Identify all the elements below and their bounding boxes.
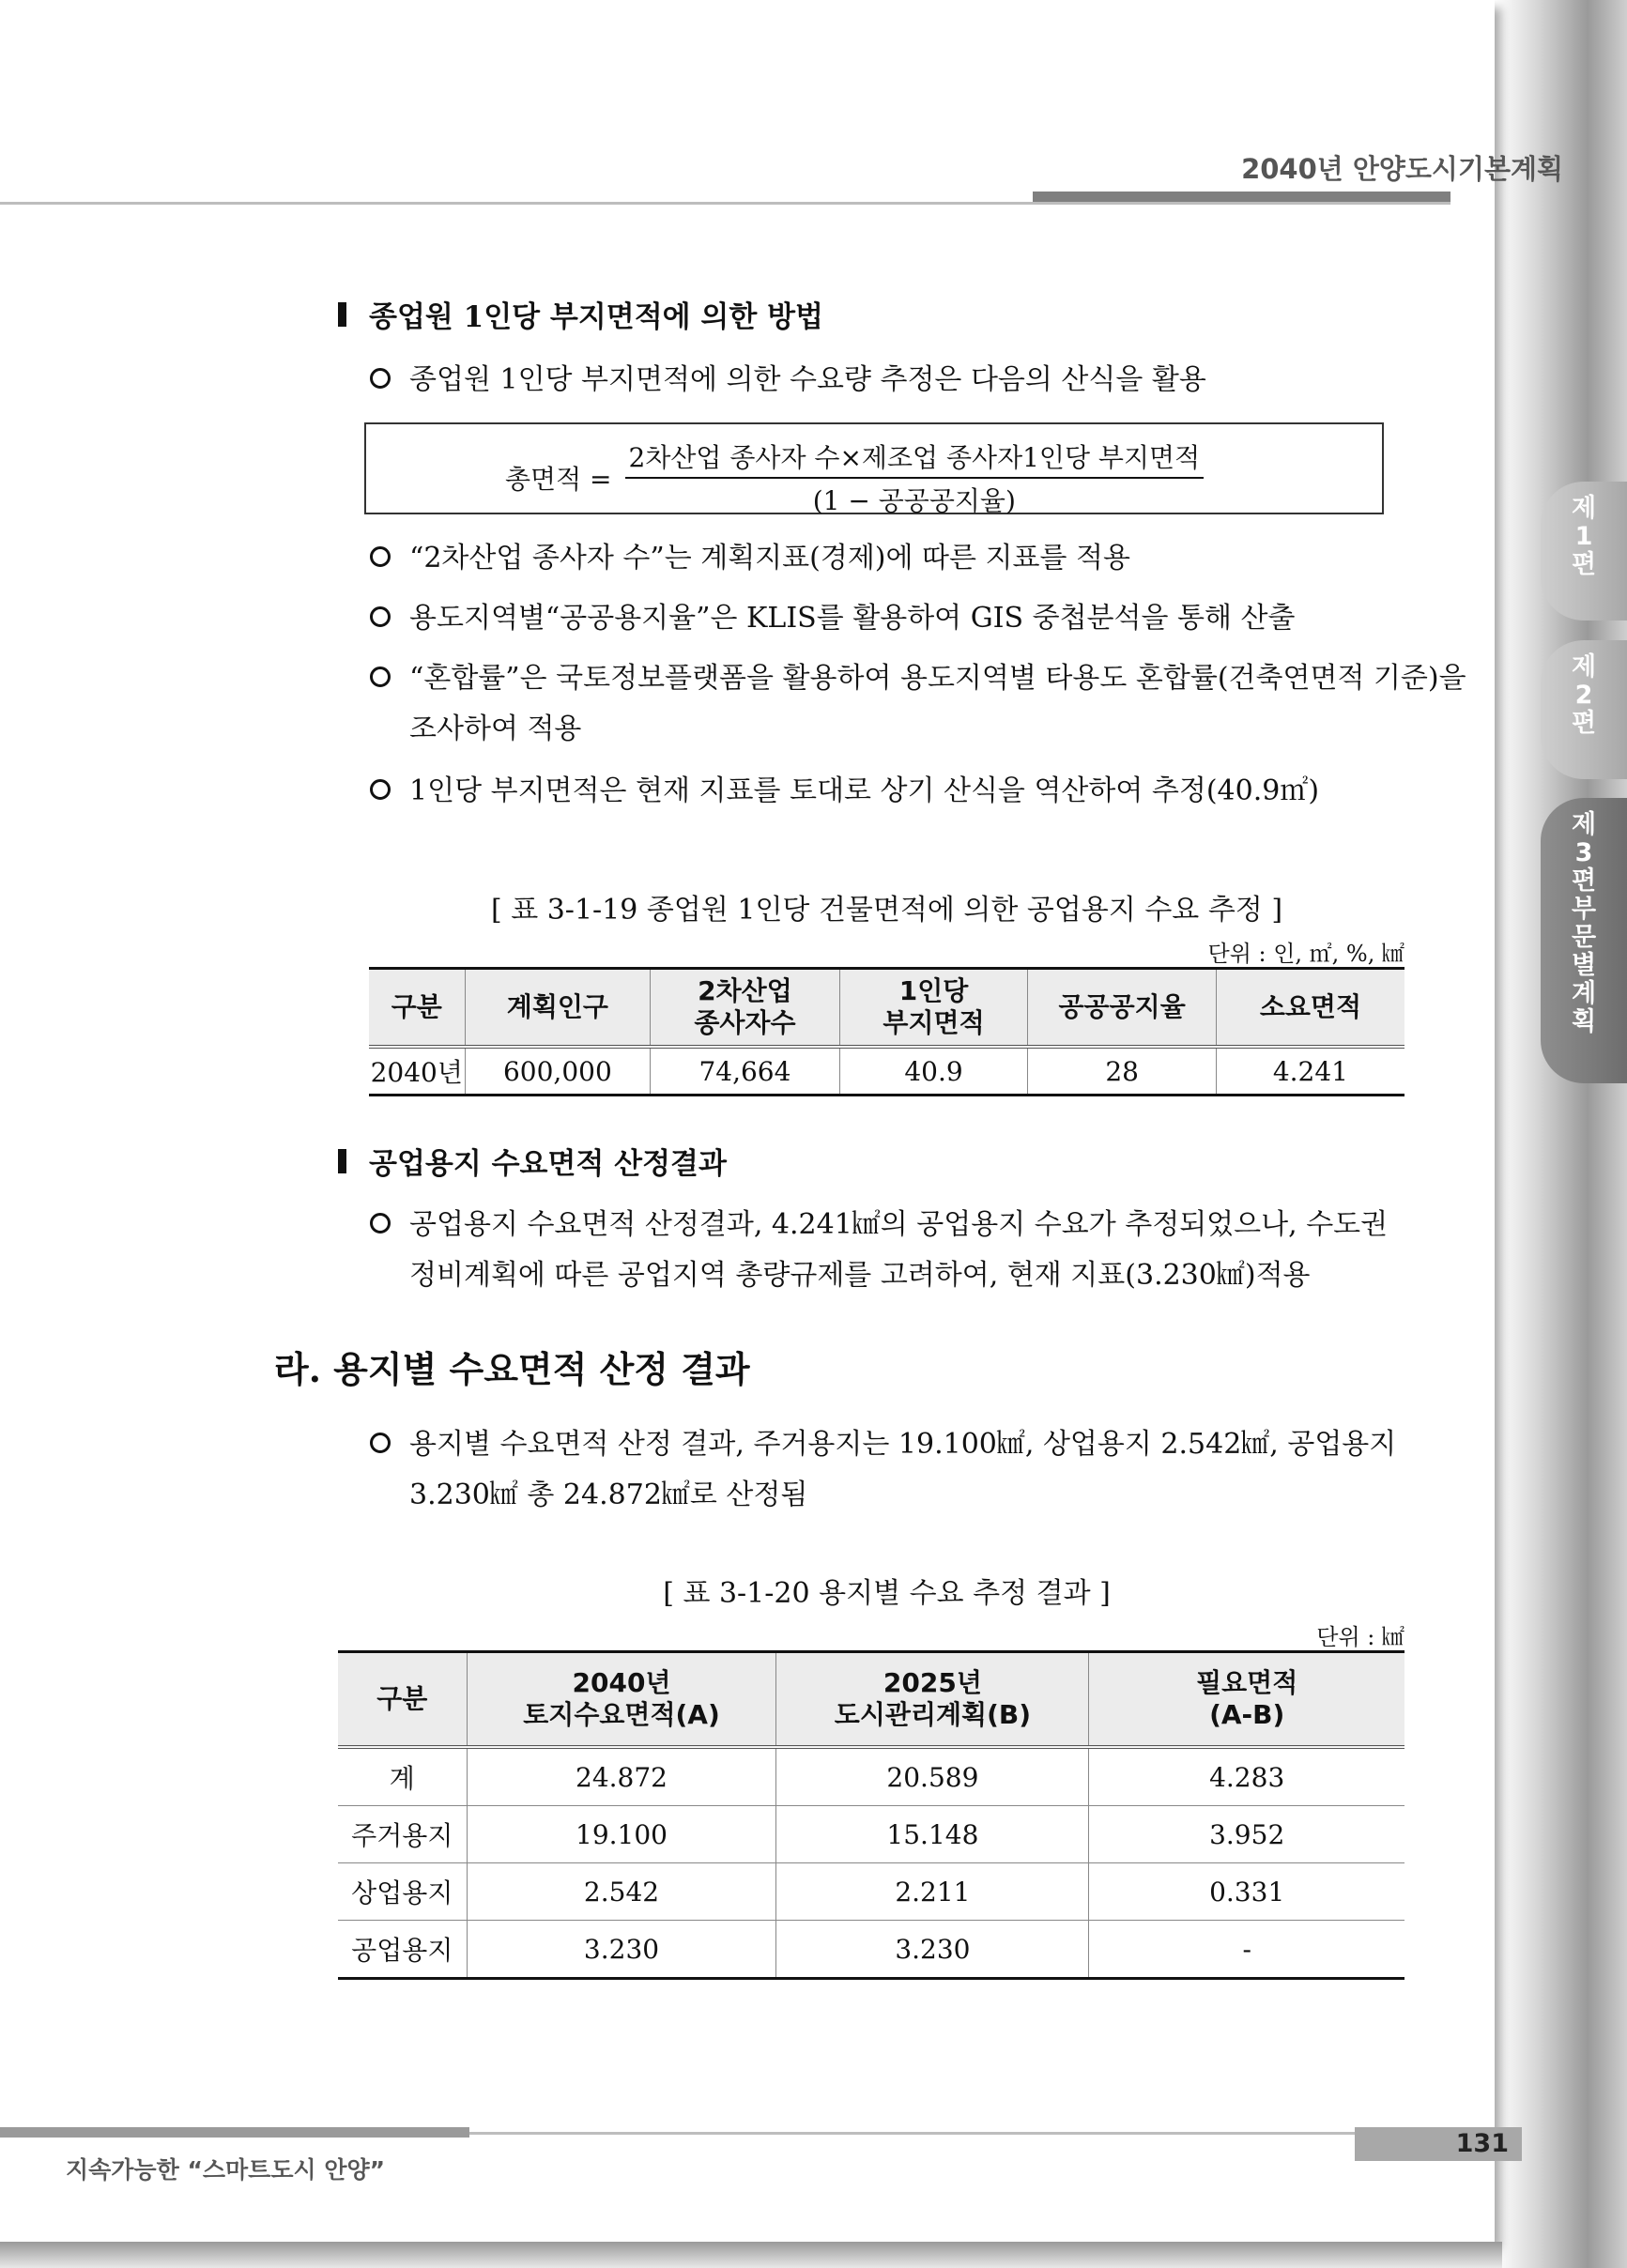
col-header: 계획인구 [465,969,651,1048]
bullet-item: 종업원 1인당 부지면적에 의한 수요량 추정은 다음의 산식을 활용 [370,355,1206,406]
footer-slogan: 지속가능한 “스마트도시 안양” [66,2156,386,2184]
formula-denominator: (1 − 공공공지율) [812,485,1016,516]
bullet-item: 용지별 수요면적 산정 결과, 주거용지는 19.100㎢, 상업용지 2.542㎢, 공업용지 3.230㎢ 총 24.872㎢로 산정됨 [370,1419,1396,1521]
circle-bullet-icon [370,667,391,687]
col-header: 2040년 토지수요면적(A) [467,1652,776,1748]
section-heading-industrial-result: 공업용지 수요면적 산정결과 [338,1140,727,1182]
table-row: 공업용지 3.230 3.230 - [338,1921,1404,1979]
tab-part-1[interactable]: 제 1 편 [1541,482,1627,621]
col-header: 소요면적 [1216,969,1404,1048]
col-header: 공공공지율 [1028,969,1216,1048]
circle-bullet-icon [370,779,391,800]
table-row: 상업용지 2.542 2.211 0.331 [338,1863,1404,1921]
tab-part-3-active[interactable]: 제 3 편 부 문 별 계 획 [1541,798,1627,1083]
table-header-row [338,1652,1404,1748]
header-rule [0,202,1450,205]
col-header: 구분 [369,969,465,1048]
bullet-item: 공업용지 수요면적 산정결과, 4.241㎢의 공업용지 수요가 추정되었으나, 수도권 정비계획에 따른 공업지역 총량규제를 고려하여, 현재 지표(3.230㎢)적용 [370,1200,1388,1301]
page-edge-shadow [1496,0,1627,2268]
table-header-row [369,969,1404,1048]
table-row: 2040년 600,000 74,664 40.9 28 4.241 [369,1047,1404,1096]
heading-bar-icon [338,1149,346,1173]
table-row: 계 24.872 20.589 4.283 [338,1747,1404,1806]
land-demand-table [338,1650,1404,1980]
industrial-demand-table [369,967,1404,1096]
formula-box [364,422,1384,514]
formula-fraction [625,437,1205,518]
footer-rule-accent [0,2127,469,2138]
header-title: 2040년 안양도시기본계획 [1241,153,1563,185]
table-unit: 단위 : 인, ㎡, %, ㎢ [1207,941,1404,967]
circle-bullet-icon [370,368,391,389]
table-row: 주거용지 19.100 15.148 3.952 [338,1806,1404,1863]
tab-part-2[interactable]: 제 2 편 [1541,640,1627,779]
formula-numerator: 2차산업 종사자 수×제조업 종사자1인당 부지면적 [625,437,1205,479]
bullet-item: 1인당 부지면적은 현재 지표를 토대로 상기 산식을 역산하여 추정(40.9㎡) [370,766,1319,817]
col-header: 2025년 도시관리계획(B) [776,1652,1089,1748]
circle-bullet-icon [370,606,391,627]
col-header: 구분 [338,1652,467,1748]
formula [505,437,1204,518]
circle-bullet-icon [370,1213,391,1234]
formula-lhs: 총면적 = [505,464,612,495]
page-number: 131 [1355,2127,1522,2161]
col-header: 필요면적 (A-B) [1089,1652,1404,1748]
col-header: 2차산업 종사자수 [651,969,839,1048]
col-header: 1인당 부지면적 [839,969,1028,1048]
circle-bullet-icon [370,1433,391,1453]
circle-bullet-icon [370,546,391,567]
header-rule-accent [1033,192,1450,202]
section-title-land-demand: 라. 용지별 수요면적 산정 결과 [274,1348,750,1390]
heading-bar-icon [338,302,346,327]
bullet-item: “혼합률”은 국토정보플랫폼을 활용하여 용도지역별 타용도 혼합률(건축연면적 기준)을 조사하여 적용 [370,653,1466,755]
bullet-item: 용도지역별“공공용지율”은 KLIS를 활용하여 GIS 중첩분석을 통해 산출 [370,593,1296,644]
table-caption: [ 표 3-1-20 용지별 수요 추정 결과 ] [663,1577,1111,1610]
table-unit: 단위 : ㎢ [1316,1624,1404,1650]
table-caption: [ 표 3-1-19 종업원 1인당 건물면적에 의한 공업용지 수요 추정 ] [490,894,1283,927]
page-bottom-shadow [0,2242,1502,2268]
bullet-item: “2차산업 종사자 수”는 계획지표(경제)에 따른 지표를 적용 [370,533,1130,584]
section-heading-per-worker: 종업원 1인당 부지면적에 의한 방법 [338,293,823,335]
